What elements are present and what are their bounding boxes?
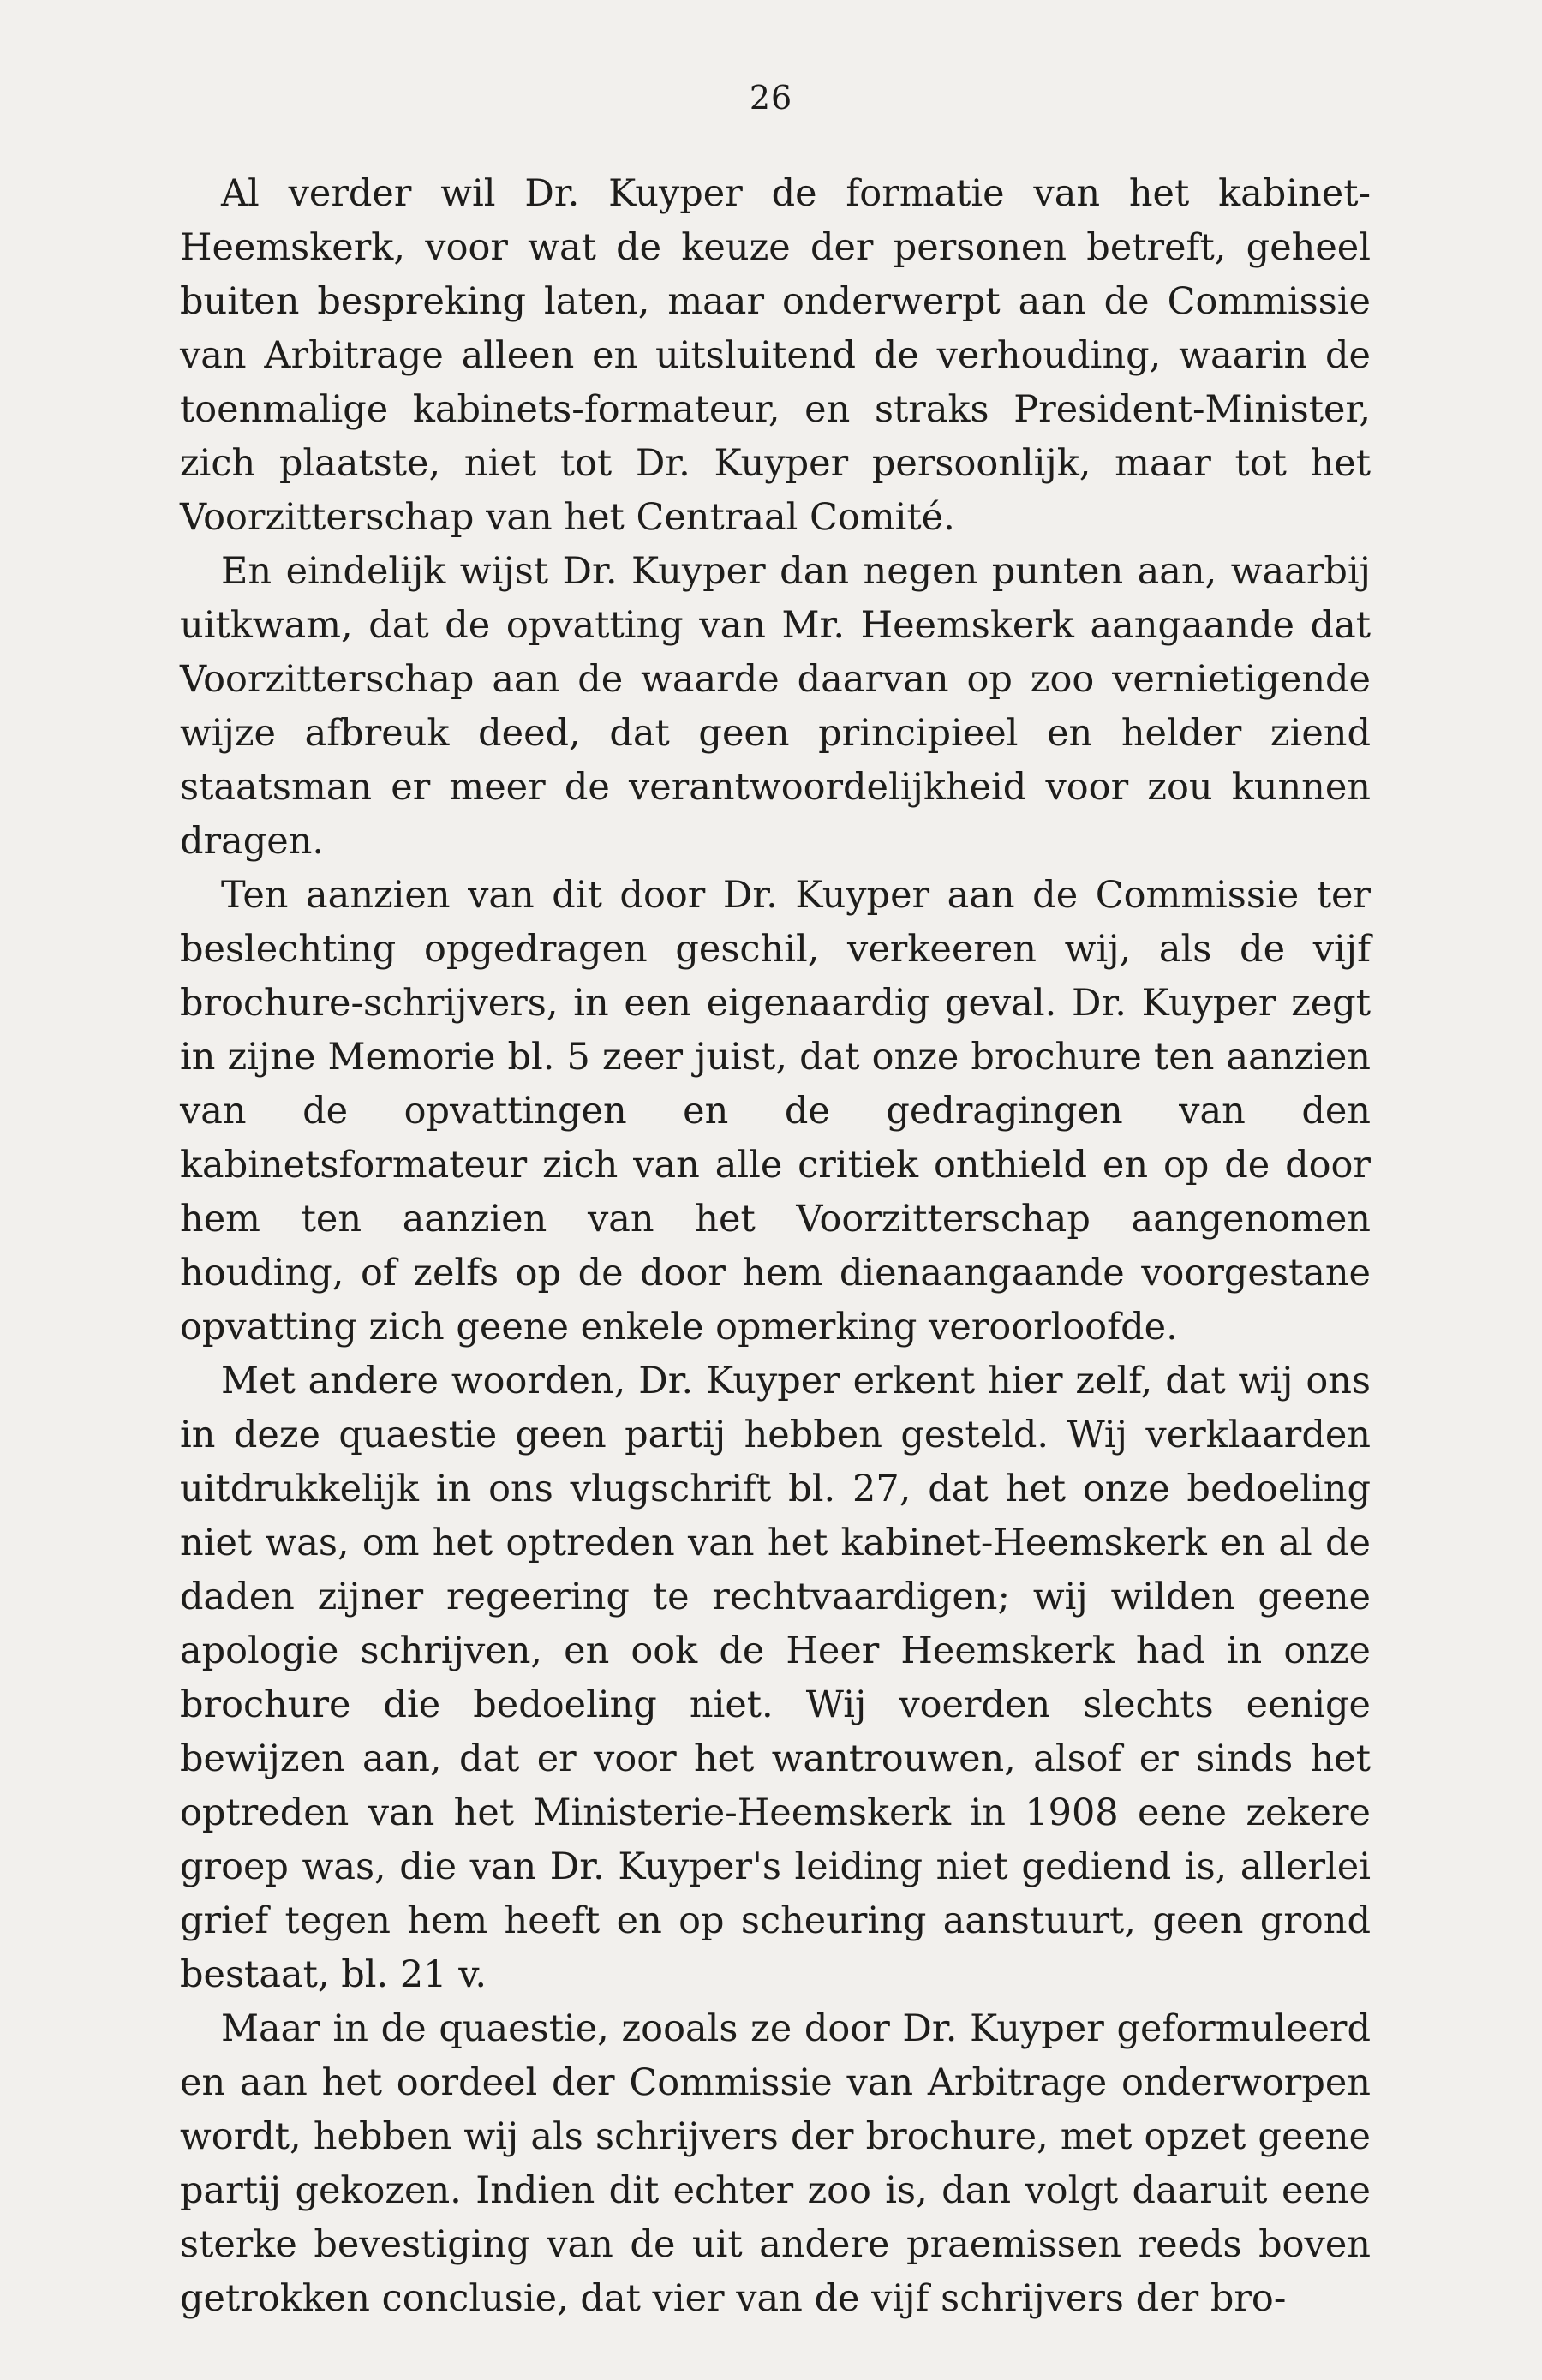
paragraph-2: En eindelijk wijst Dr. Kuyper dan negen punten aan, waarbij uitkwam, dat de opvatting van Mr. Heemskerk aangaande dat Voorzitterschap aan de waarde daarvan op zoo vernietigende wijze afbreuk deed, dat geen principieel en helder ziend staatsman er meer de verantwoordelijkheid voor zou kunnen dragen. [180, 550, 1371, 863]
paragraph-1: Al verder wil Dr. Kuyper de formatie van het kabinet-Heemskerk, voor wat de keuze der personen betreft, geheel buiten bespreking laten, maar onderwerpt aan de Commissie van Arbitrage alleen en uitsluitend de verhouding, waarin de toenmalige kabinets-formateur, en straks President-Minister, zich plaatste, niet tot Dr. Kuyper persoonlijk, maar tot het Voorzitterschap van het Centraal Comité. [180, 172, 1371, 539]
body-text [180, 167, 1371, 2326]
paragraph-3: Ten aanzien van dit door Dr. Kuyper aan de Commissie ter beslechting opgedragen geschil, verkeeren wij, als de vijf brochure-schrijvers, in een eigenaardig geval. Dr. Kuyper zegt in zijne Memorie bl. 5 zeer juist, dat onze brochure ten aanzien van de opvattingen en de gedragingen van den kabinetsformateur zich van alle critiek onthield en op de door hem ten aanzien van het Voorzitterschap aangenomen houding, of zelfs op de door hem dienaangaande voorgestane opvatting zich geene enkele opmerking veroorloofde. [180, 874, 1371, 1348]
page-number: 26 [749, 79, 793, 117]
paragraph-4: Met andere woorden, Dr. Kuyper erkent hier zelf, dat wij ons in deze quaestie geen partij hebben gesteld. Wij verklaarden uitdrukkelijk in ons vlugschrift bl. 27, dat het onze bedoeling niet was, om het optreden van het kabinet-Heemskerk en al de daden zijner regeering te rechtvaardigen; wij wilden geene apologie schrijven, en ook de Heer Heemskerk had in onze brochure die bedoeling niet. Wij voerden slechts eenige bewijzen aan, dat er voor het wantrouwen, alsof er sinds het optreden van het Ministerie-Heemskerk in 1908 eene zekere groep was, die van Dr. Kuyper's leiding niet gediend is, allerlei grief tegen hem heeft en op scheuring aanstuurt, geen grond bestaat, bl. 21 v. [180, 1360, 1371, 1996]
paragraph-5: Maar in de quaestie, zooals ze door Dr. Kuyper geformuleerd en aan het oordeel der Commissie van Arbitrage onderworpen wordt, hebben wij als schrijvers der brochure, met opzet geene partij gekozen. Indien dit echter zoo is, dan volgt daaruit eene sterke bevestiging van de uit andere praemissen reeds boven getrokken conclusie, dat vier van de vijf schrijvers der bro- [180, 2007, 1371, 2320]
